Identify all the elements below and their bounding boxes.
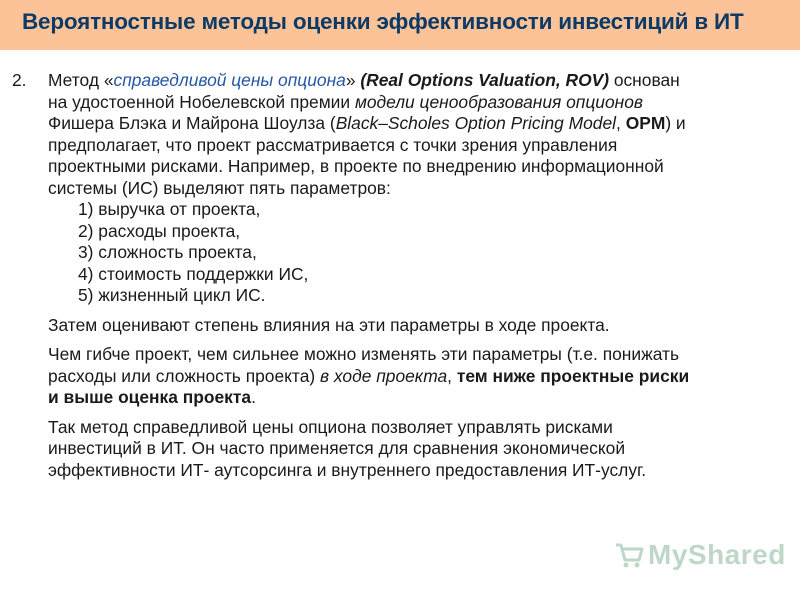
flexibility-line-3 (48, 387, 800, 409)
title-bar (0, 0, 800, 50)
flex-text: , (447, 365, 457, 386)
conclusion-line-1: Так метод справедливой цены опциона позволяет управлять рисками (48, 416, 613, 437)
black-scholes-term: Black–Scholes Option Pricing Model (335, 113, 617, 133)
intro-text: ) и (665, 113, 686, 133)
parameter-list (48, 199, 800, 307)
conclusion-paragraph (48, 417, 800, 482)
list-item: 1) выручка от проекта, (78, 199, 261, 219)
intro-line-3 (48, 113, 800, 135)
intro-text: , (616, 113, 626, 133)
higher-score-emphasis: и выше оценка проекта (48, 387, 252, 407)
intro-text: основан (608, 70, 680, 90)
rov-name-ru: справедливой цены опциона (113, 70, 346, 90)
flex-text: расходы или сложность проекта) (48, 365, 320, 386)
flexibility-line-1: Чем гибче проект, чем сильнее можно изменять эти параметры (т.е. понижать (48, 344, 680, 364)
intro-line-2 (48, 92, 800, 114)
watermark-text: MyShared (648, 539, 786, 570)
intro-text: » (345, 70, 361, 90)
list-item: 5) жизненный цикл ИС. (78, 285, 266, 305)
conclusion-line-2: инвестиций в ИТ. Он часто применяется для сравнения экономической (48, 438, 626, 458)
slide-title: Вероятностные методы оценки эффективности инвестиций в ИТ (22, 9, 744, 34)
intro-text: Фишера Блэка и Майрона Шоулза ( (48, 113, 336, 133)
item-number: 2. (12, 70, 27, 90)
flexibility-paragraph (48, 344, 800, 409)
intro-text: на удостоенной Нобелевской премии (48, 91, 355, 112)
opm-abbr: OPM (625, 113, 666, 133)
intro-line-1 (48, 70, 800, 92)
flexibility-line-2 (48, 366, 800, 388)
slide-body (48, 70, 800, 481)
cart-icon (614, 540, 644, 570)
pricing-model-term: модели ценообразования опционов (354, 91, 643, 112)
list-item: 4) стоимость поддержки ИС, (78, 263, 309, 284)
intro-text: Метод « (48, 70, 114, 90)
flex-text: . (251, 387, 256, 407)
rov-name-en: (Real Options Valuation, ROV) (360, 70, 609, 90)
intro-line-6: системы (ИС) выделяют пять параметров: (48, 177, 391, 198)
intro-line-5: проектными рисками. Например, в проекте по внедрению информационной (48, 156, 664, 176)
intro-line-4: предполагает, что проект рассматривается с точки зрения управления (48, 134, 618, 155)
in-project-term: в ходе проекта (320, 365, 448, 386)
lower-risk-emphasis: тем ниже проектные риски (456, 365, 690, 386)
conclusion-line-3: эффективности ИТ- аутсорсинга и внутреннего предоставления ИТ-услуг. (48, 459, 647, 480)
assessment-paragraph: Затем оценивают степень влияния на эти параметры в ходе проекта. (48, 314, 610, 335)
list-item: 2) расходы проекта, (78, 220, 241, 241)
list-item: 3) сложность проекта, (78, 242, 257, 262)
watermark-logo (614, 538, 786, 572)
